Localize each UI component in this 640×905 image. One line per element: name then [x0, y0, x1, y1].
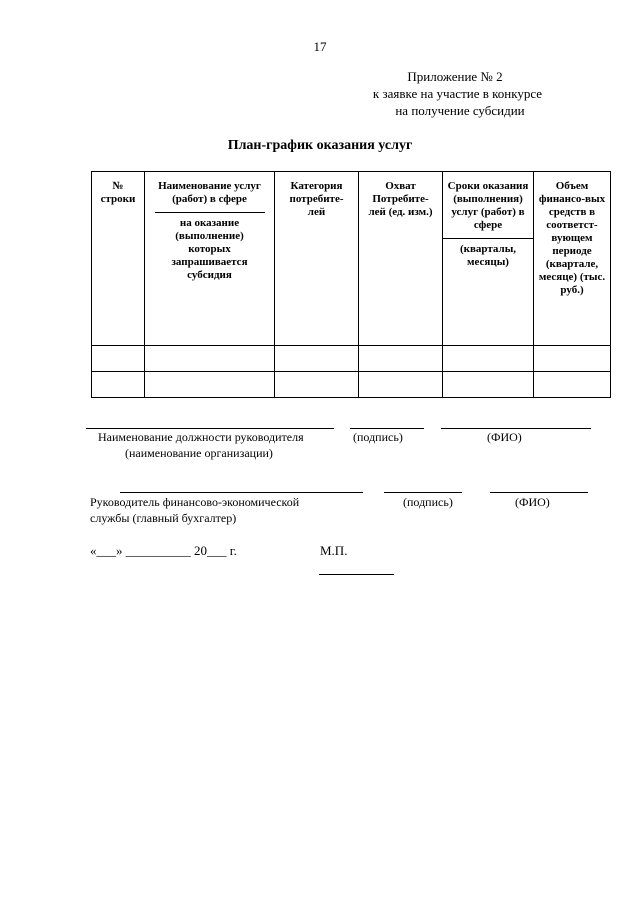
table-cell[interactable]	[145, 346, 275, 372]
header-consumer-coverage: Охват Потребите-лей (ед. изм.)	[359, 172, 443, 346]
table-cell[interactable]	[443, 346, 534, 372]
head-fio-line[interactable]	[441, 428, 591, 429]
accountant-signature-line[interactable]	[384, 492, 462, 493]
header-funding-volume: Объем финансо-вых средств в соответст-вующем периоде (квартале, месяце) (тыс. руб.)	[534, 172, 611, 346]
accountant-fio-label: (ФИО)	[515, 495, 550, 509]
table-cell[interactable]	[359, 372, 443, 398]
table-cell[interactable]	[534, 372, 611, 398]
head-org-label: (наименование организации)	[125, 446, 273, 460]
header-consumer-category: Категория потребите-лей	[275, 172, 359, 346]
table-cell[interactable]	[534, 346, 611, 372]
table-cell[interactable]	[145, 372, 275, 398]
appendix-line-2: к заявке на участие в конкурсе	[372, 86, 543, 101]
services-schedule-table	[91, 171, 611, 398]
accountant-signature-label: (подпись)	[403, 495, 453, 509]
document-title: План-график оказания услуг	[227, 138, 413, 153]
table-cell[interactable]	[443, 372, 534, 398]
table-cell[interactable]	[92, 372, 145, 398]
head-signature-label: (подпись)	[353, 430, 403, 444]
table-cell[interactable]	[359, 346, 443, 372]
table-cell[interactable]	[92, 346, 145, 372]
appendix-line-3: на получение субсидии	[395, 103, 525, 118]
page-number: 17	[313, 39, 327, 54]
header-service-name: Наименование услуг (работ) в сфере на оказание (выполнение) которых запрашивается субсидия	[145, 172, 275, 346]
header-service-terms: Сроки оказания (выполнения) услуг (работ) в сфере (кварталы, месяцы)	[443, 172, 534, 346]
accountant-position-line[interactable]	[120, 492, 363, 493]
table-cell[interactable]	[275, 346, 359, 372]
accountant-label-line2: службы (главный бухгалтер)	[90, 511, 237, 525]
date-line: «___» __________ 20___ г.	[90, 543, 237, 558]
appendix-line-1: Приложение № 2	[407, 69, 503, 84]
header-row-number: № строки	[92, 172, 145, 346]
accountant-label-line1: Руководитель финансово-экономической	[90, 495, 300, 509]
table-cell[interactable]	[275, 372, 359, 398]
head-fio-label: (ФИО)	[487, 430, 522, 444]
head-position-label: Наименование должности руководителя	[98, 430, 304, 444]
stamp-label: М.П.	[320, 543, 348, 558]
stamp-line	[319, 574, 394, 575]
head-signature-line[interactable]	[350, 428, 424, 429]
table-row	[92, 372, 611, 398]
head-position-line[interactable]	[86, 428, 334, 429]
accountant-fio-line[interactable]	[490, 492, 588, 493]
table-row	[92, 346, 611, 372]
